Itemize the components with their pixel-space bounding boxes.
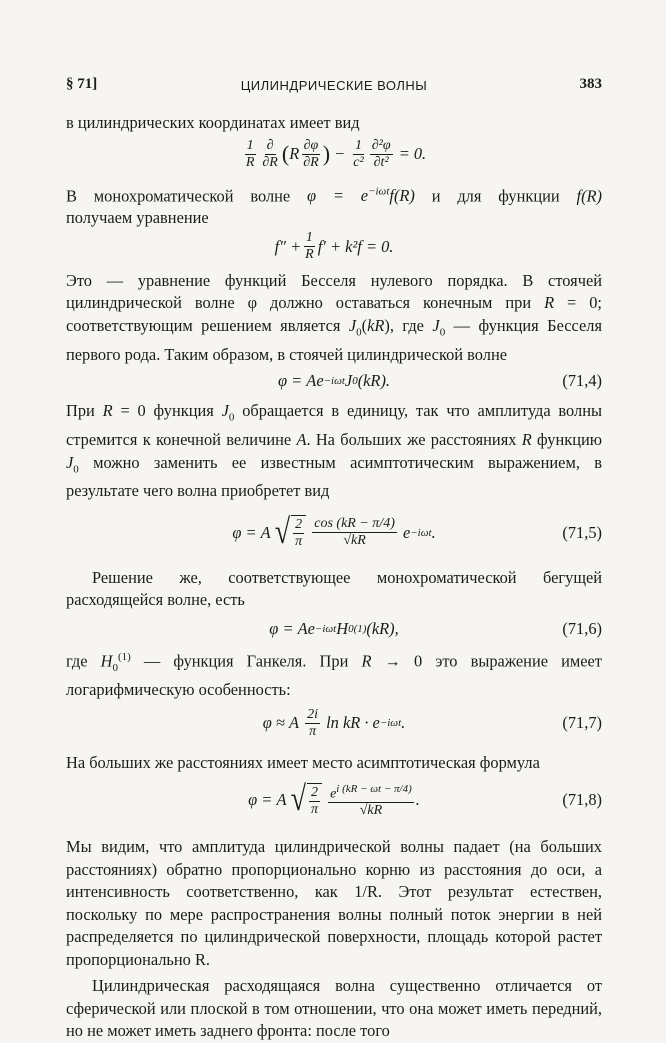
- equation-71-4: φ = Ae −iωt J 0 (kR). (71,4): [277, 371, 602, 390]
- paragraph-7: На больших же расстояниях имеет место асимптотическая формула: [66, 752, 540, 772]
- paragraph-4: При R = 0 функция $J_0$ обращается в единицу, так что амплитуда волны стремится к конечной величине A. На больших же расстояниях R функцию $J_0$ можно заменить ее известным асимптотическим выражением, в результате чего волна приобретет вид: [66, 401, 602, 501]
- equation-71-6: φ = Ae −iωt H 0 (1) (kR), (71,6): [269, 618, 602, 638]
- equation-bessel: f″ + $\frac{1}{R}$ f′ + k²f = 0.: [274, 230, 394, 263]
- page-body: [66, 112, 602, 1043]
- equation-71-8: φ = A √ $\frac{2}{\pi}$ $\frac{e^{i (kR - \omega t - \pi/4)}}{√kR}$ . (71,8): [248, 780, 602, 819]
- equation-wave-cylindrical: $\frac{1}{R}$ $\frac{\partial}{\partial R}$ ( R $\frac{\partial\varphi}{\partial R}$ ) − $\frac{1}{\text{c²}}$ $\frac{\text{∂²φ}}{\text{∂t²}}$ = 0.: [245, 138, 427, 170]
- paragraph-8: Мы видим, что амплитуда цилиндрической волны падает (на больших расстояниях) обратно пропорционально корню из расстояния до оси, а интенсивность соответственно, как 1/R. Этот результат естествен, поскольку по мере распространения волны полный поток энергии в ней распределяется по цилиндрической поверхности, площадь которой растет пропорционально R.: [66, 837, 602, 969]
- running-title: ЦИЛИНДРИЧЕСКИЕ ВОЛНЫ: [240, 78, 428, 93]
- equation-71-7: φ ≈ A $\frac{2i}{\pi}$ ln kR · e −iωt . (71,7): [262, 707, 602, 740]
- paragraph-9: Цилиндрическая расходящаяся волна существенно отличается от сферической или плоской в том отношении, что она может иметь передний, но не может иметь заднего фронта: после того: [66, 976, 602, 1041]
- paragraph-1: в цилиндрических координатах имеет вид: [66, 113, 360, 132]
- paragraph-6: где $H_0^{(1)}$ — функция Ганкеля. При R → 0 это выражение имеет логарифмическую особенность:: [66, 650, 602, 700]
- paragraph-2-end: получаем уравнение: [66, 208, 209, 228]
- equation-71-5: φ = A √ $\frac{2}{\pi}$ $\frac{\cos (kR - \pi/4)}{√kR}$ e −iωt . (71,5): [232, 512, 602, 552]
- running-header: [66, 76, 602, 98]
- paragraph-2: В монохроматической волне $\varphi = e^{-i\omega t}f(R)$ и для функции f(R): [66, 185, 602, 205]
- page-number: 383: [579, 76, 602, 92]
- section-marker: § 71]: [66, 76, 98, 92]
- paragraph-5: Решение же, соответствующее монохроматической бегущей расходящейся волне, есть: [66, 567, 602, 610]
- paragraph-3: Это — уравнение функций Бесселя нулевого порядка. В стоячей цилиндрической волне φ должно оставаться конечным при R = 0; соответствующим решением является $J_0(kR)$, где $J_0$ — функция Бесселя первого рода. Таким образом, в стоячей цилиндрической волне: [66, 270, 602, 364]
